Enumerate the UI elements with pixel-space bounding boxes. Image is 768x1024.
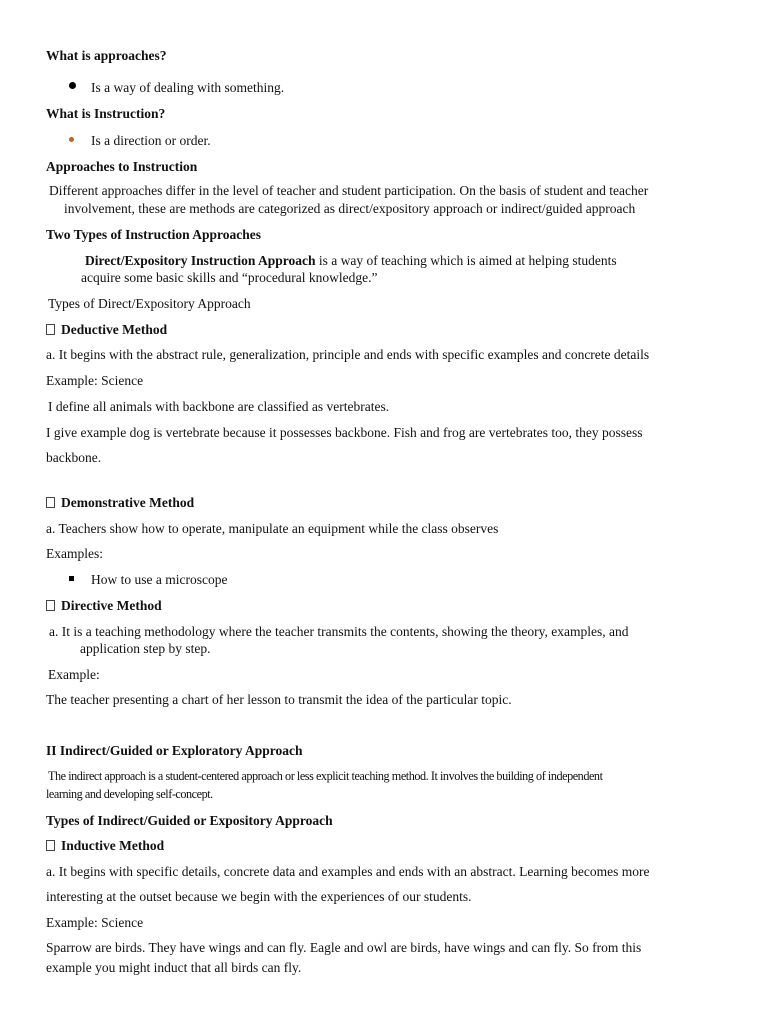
- paragraph-line: I give example dog is vertebrate because it possesses backbone. Fish and frog are vertebrates too, they possess: [46, 425, 643, 440]
- paragraph-line: learning and developing self-concept.: [46, 787, 213, 801]
- paragraph-line: application step by step.: [80, 641, 211, 656]
- paragraph-line: Examples:: [46, 546, 103, 561]
- paragraph-line: a. It begins with the abstract rule, generalization, principle and ends with specific examples and concrete details: [46, 347, 650, 362]
- heading-text: Directive Method: [61, 598, 162, 613]
- paragraph-line: Example: Science: [46, 373, 144, 388]
- heading-indirect-approach: II Indirect/Guided or Exploratory Approach: [46, 743, 303, 758]
- direct-approach-definition: is a way of teaching which is aimed at helping students: [315, 253, 617, 268]
- direct-approach-term: Direct/Expository Instruction Approach: [85, 253, 316, 268]
- paragraph-line: Sparrow are birds. They have wings and can fly. Eagle and owl are birds, have wings and can fly. So from this: [46, 940, 642, 955]
- heading-text: Inductive Method: [61, 838, 165, 853]
- paragraph-line: The indirect approach is a student-centered approach or less explicit teaching method. It involves the building of independent: [48, 769, 603, 783]
- list-item: How to use a microscope: [91, 572, 228, 587]
- paragraph-line: Different approaches differ in the level of teacher and student participation. On the basis of student and teacher: [49, 183, 649, 198]
- heading-directive-method: [46, 597, 162, 614]
- paragraph-line: acquire some basic skills and “procedural knowledge.”: [81, 270, 378, 285]
- paragraph-line: [85, 252, 617, 269]
- heading-two-types: Two Types of Instruction Approaches: [46, 227, 262, 242]
- heading-demonstrative-method: [46, 494, 194, 511]
- heading-inductive-method: [46, 837, 164, 854]
- paragraph-line: involvement, these are methods are categorized as direct/expository approach or indirect/guided approach: [64, 201, 636, 216]
- heading-types-indirect: Types of Indirect/Guided or Expository Approach: [46, 813, 333, 828]
- checkbox-glyph-icon: [46, 840, 55, 851]
- paragraph-line: example you might induct that all birds can fly.: [46, 960, 302, 975]
- paragraph-line: Example: Science: [46, 915, 144, 930]
- heading-text: Deductive Method: [61, 322, 168, 337]
- square-bullet-icon: [69, 576, 74, 581]
- paragraph-line: a. It is a teaching methodology where the teacher transmits the contents, showing the theory, examples, and: [49, 624, 629, 639]
- bullet-dot-icon: [69, 82, 76, 89]
- paragraph-line: I define all animals with backbone are classified as vertebrates.: [48, 399, 390, 414]
- checkbox-glyph-icon: [46, 600, 55, 611]
- subheading-types-direct: Types of Direct/Expository Approach: [48, 296, 251, 311]
- heading-deductive-method: [46, 321, 167, 338]
- paragraph-line: interesting at the outset because we begin with the experiences of our students.: [46, 889, 472, 904]
- heading-text: Demonstrative Method: [61, 495, 195, 510]
- paragraph-line: Example:: [48, 667, 100, 682]
- list-item: Is a direction or order.: [91, 133, 211, 148]
- paragraph-line: backbone.: [46, 450, 102, 465]
- checkbox-glyph-icon: [46, 324, 55, 335]
- list-item: Is a way of dealing with something.: [91, 80, 285, 95]
- paragraph-line: a. It begins with specific details, concrete data and examples and ends with an abstract. Learning becomes more: [46, 864, 650, 879]
- heading-what-is-approaches: What is approaches?: [46, 48, 167, 63]
- heading-approaches-to-instruction: Approaches to Instruction: [46, 159, 198, 174]
- paragraph-line: The teacher presenting a chart of her lesson to transmit the idea of the particular topic.: [46, 692, 512, 707]
- bullet-dot-icon: [69, 137, 74, 142]
- heading-what-is-instruction: What is Instruction?: [46, 106, 166, 121]
- checkbox-glyph-icon: [46, 497, 55, 508]
- paragraph-line: a. Teachers show how to operate, manipulate an equipment while the class observes: [46, 521, 499, 536]
